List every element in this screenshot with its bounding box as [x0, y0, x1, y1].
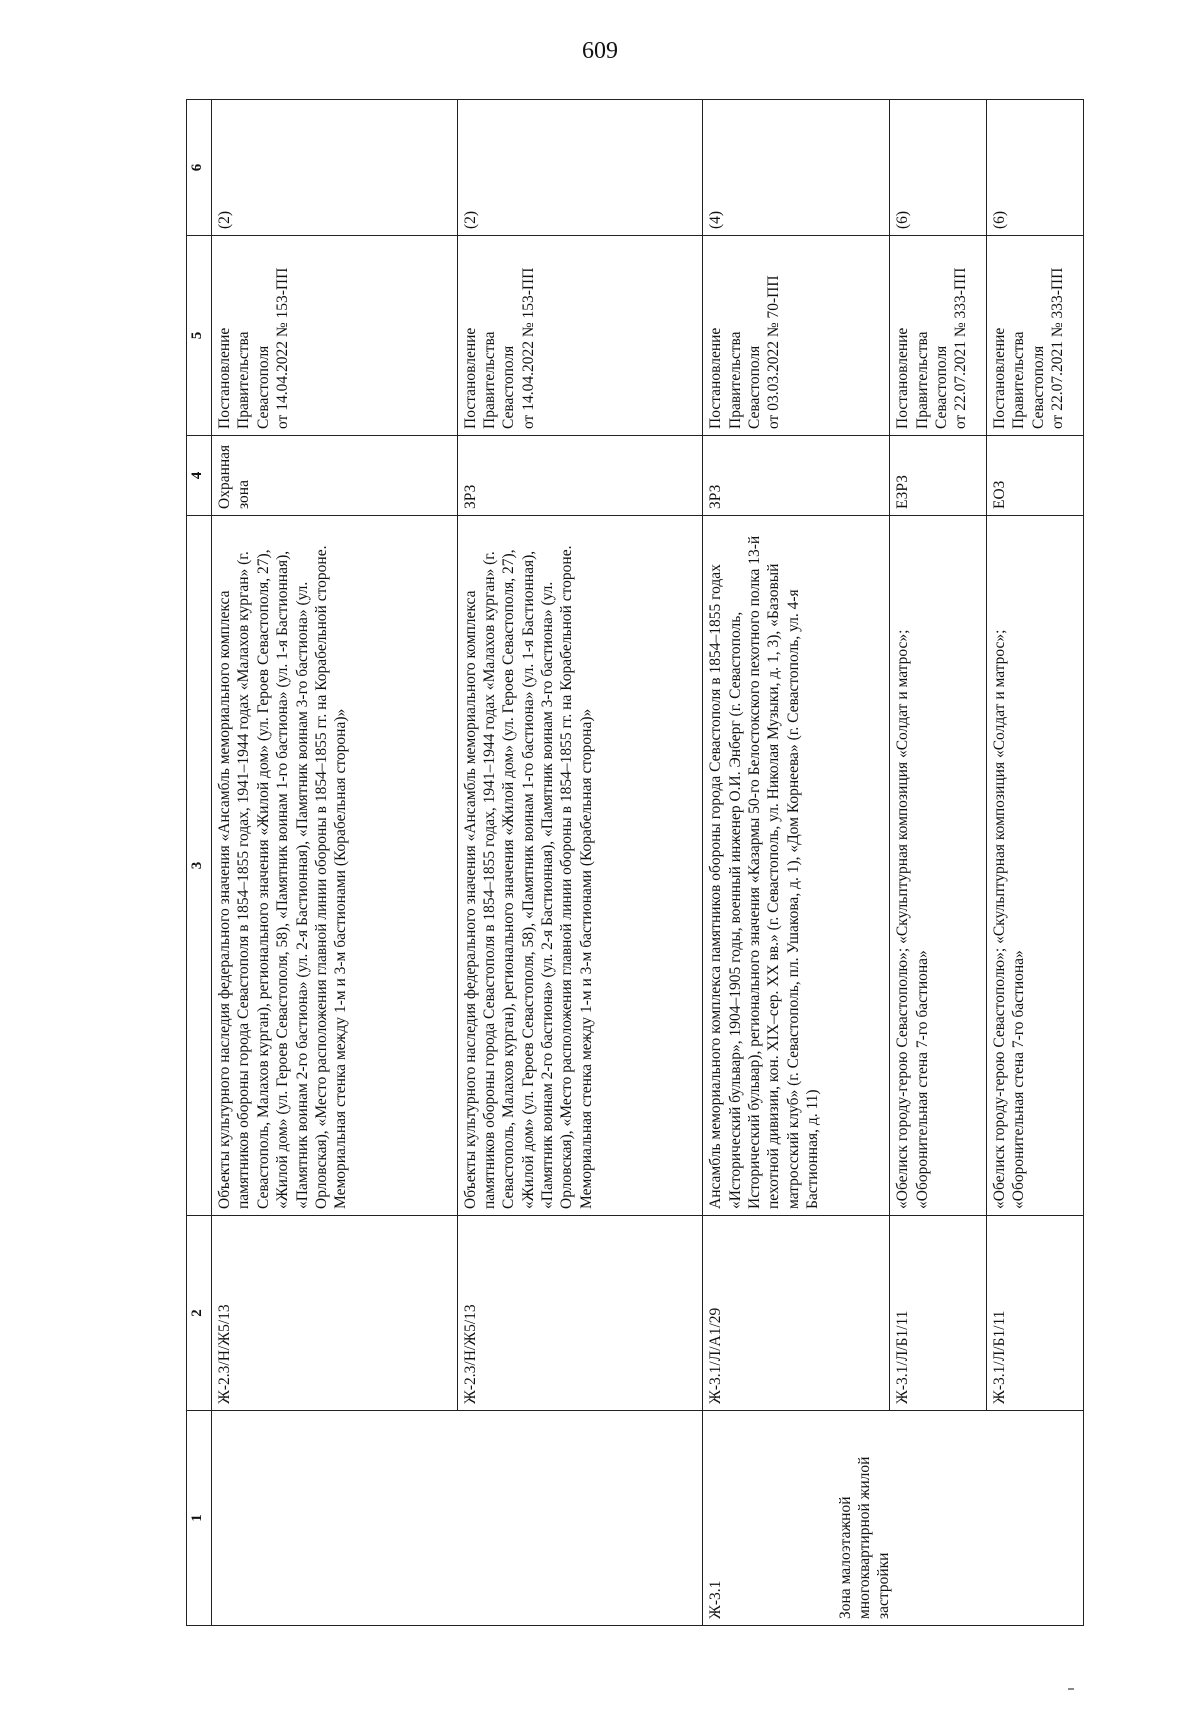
header-col-6: 6 [187, 100, 212, 236]
decree-line: Постановление [991, 327, 1009, 429]
subzone-code: Ж-2.3/Н/Ж5/13 [212, 1216, 458, 1411]
decree-line: Севастополя [745, 345, 763, 429]
scan-artifact [1068, 1688, 1074, 1690]
table-row [890, 100, 987, 1626]
reference: (6) [987, 100, 1084, 236]
decree [987, 236, 1084, 436]
heritage-objects: Объекты культурного наследия федерального значения «Ансамбль мемориального комплекса памятников обороны города Севастополя в 1854–1855 годах, 1941–1944 годах «Малахов курган» (г. Севастополь, Малахов курган), регионального значения «Жилой дом» (ул. Героев Севастополя, 27), «Жилой дом» (ул. Героев Севастополя, 58), «Памятник воинам 1-го бастиона» (ул. 1-я Бастионная), «Памятник воинам 2-го бастиона» (ул. 2-я Бастионная), «Памятник воинам 3-го бастиона» (ул. Орловская), «Место расположения главной линии обороны в 1854–1855 гг. на Корабельной стороне. Мемориальная стенка между 1-м и 3-м бастионами (Корабельная сторона)» [212, 516, 458, 1216]
header-col-1: 1 [187, 1411, 212, 1626]
rotated-table-container [186, 100, 1084, 1626]
header-col-3: 3 [187, 516, 212, 1216]
heritage-objects: «Обелиск городу-герою Севастополю»; «Скульптурная композиция «Солдат и матрос»; «Оборонительная стена 7-го бастиона» [890, 516, 987, 1216]
zone-type: ЕОЗ [987, 436, 1084, 516]
decree [890, 236, 987, 436]
page-number: 609 [582, 38, 618, 64]
header-col-4: 4 [187, 436, 212, 516]
reference: (4) [703, 100, 890, 236]
subzone-code: Ж-3.1/Л/Б1/11 [987, 1216, 1084, 1411]
decree-line: Правительства [235, 331, 253, 429]
decree-line: Постановление [216, 327, 233, 429]
decree-line: Севастополя [254, 345, 272, 429]
decree-line: Постановление [894, 327, 912, 429]
decree-line: Правительства [726, 331, 744, 429]
reference: (2) [212, 100, 458, 236]
header-col-5: 5 [187, 236, 212, 436]
heritage-objects: «Обелиск городу-герою Севастополю»; «Скульптурная композиция «Солдат и матрос»; «Оборонительная стена 7-го бастиона» [987, 516, 1084, 1216]
zoning-table [186, 99, 1084, 1626]
decree-line: Севастополя [1029, 345, 1047, 429]
decree [703, 236, 890, 436]
decree-line: Правительства [913, 331, 931, 429]
heritage-objects: Ансамбль мемориального комплекса памятников обороны города Севастополя в 1854–1855 годах «Исторический бульвар», 1904–1905 годы, военный инженер О.И. Энберг (г. Севастополь, Исторический бульвар), регионального значения «Казармы 50-го Белостокского пехотного полка 13-й пехотной дивизии, кон. XIX–сер. XX вв.» (г. Севастополь, ул. Николая Музыки, д. 1, 3), «Базовый матросский клуб» (г. Севастополь, пл. Ушакова, д. 1), «Дом Корнеева» (г. Севастополь, ул. 4-я Бастионная, д. 11) [703, 516, 890, 1216]
subzone-code: Ж-3.1/Л/А1/29 [703, 1216, 890, 1411]
header-col-2: 2 [187, 1216, 212, 1411]
decree-line: Правительства [480, 331, 498, 429]
decree-line: Постановление [461, 327, 479, 429]
decree-date: от 22.07.2021 № 333-ПП [1049, 267, 1067, 429]
decree-date: от 14.04.2022 № 153-ПП [519, 267, 537, 429]
decree-date: от 22.07.2021 № 333-ПП [952, 267, 970, 429]
reference: (2) [457, 100, 703, 236]
zone-cell [703, 1411, 1084, 1626]
zone-cell [212, 1411, 703, 1626]
table-row [703, 100, 890, 1626]
decree-date: от 03.03.2022 № 70-ПП [765, 275, 783, 429]
zone-type: ЗРЗ [703, 436, 890, 516]
zone-name: Зона малоэтажной многоквартирной жилой застройки [836, 1456, 893, 1619]
zone-type: ЕЗРЗ [890, 436, 987, 516]
decree-line: Правительства [1010, 331, 1028, 429]
heritage-objects: Объекты культурного наследия федерального значения «Ансамбль мемориального комплекса памятников обороны города Севастополя в 1854–1855 годах, 1941–1944 годах «Малахов курган» (г. Севастополь, Малахов курган), регионального значения «Жилой дом» (ул. Героев Севастополя, 27), «Жилой дом» (ул. Героев Севастополя, 58), «Памятник воинам 1-го бастиона» (ул. 1-я Бастионная), «Памятник воинам 2-го бастиона» (ул. 2-я Бастионная), «Памятник воинам 3-го бастиона» (ул. Орловская), «Место расположения главной линии обороны в 1854–1855 гг. на Корабельной стороне. Мемориальная стенка между 1-м и 3-м бастионами (Корабельная сторона)» [457, 516, 703, 1216]
decree [457, 236, 703, 436]
subzone-code: Ж-3.1/Л/Б1/11 [890, 1216, 987, 1411]
zone-type: Охранная зона [212, 436, 458, 516]
decree-line: Постановление [707, 327, 725, 429]
table-row [987, 100, 1084, 1626]
zone-type: ЗРЗ [457, 436, 703, 516]
decree-line: Севастополя [932, 345, 950, 429]
table-row [457, 100, 703, 1626]
header-row [187, 100, 212, 1626]
decree-date: от 14.04.2022 № 153-ПП [274, 267, 292, 429]
reference: (6) [890, 100, 987, 236]
subzone-code: Ж-2.3/Н/Ж5/13 [457, 1216, 703, 1411]
decree [212, 236, 458, 436]
zone-code: Ж-3.1 [707, 1580, 725, 1619]
decree-line: Севастополя [500, 345, 518, 429]
table-row [212, 100, 458, 1626]
